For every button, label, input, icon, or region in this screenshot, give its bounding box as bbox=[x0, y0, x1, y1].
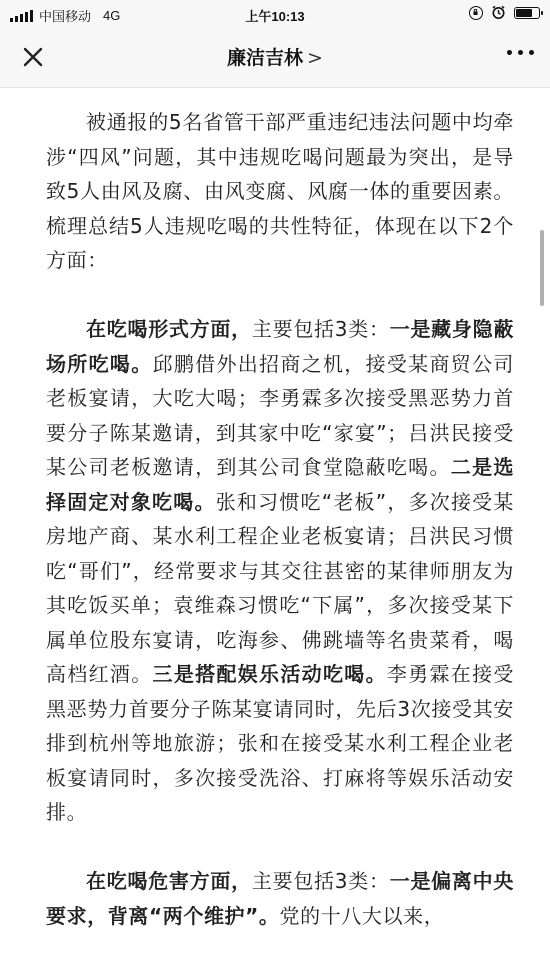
status-bar bbox=[0, 0, 550, 28]
bold-text-segment: 一是偏离中央要求，背离“两个维护”。 bbox=[46, 869, 514, 928]
text-segment: 邱鹏借外出招商之机，接受某商贸公司老板宴请，大吃大喝；李勇霖多次接受黑恶势力首要分子陈某邀请，到其家中吃“家宴”；吕洪民接受某公司老板邀请，到其公司食堂隐蔽吃喝。 bbox=[46, 351, 515, 479]
article-content[interactable] bbox=[0, 88, 550, 978]
text-segment: 李勇霖在接受黑恶势力首要分子陈某宴请同时，先后3次接受其安排到杭州等地旅游；张和在接受某水利工程企业老板宴请同时，多次接受洗浴、打麻将等娱乐活动安排。 bbox=[46, 662, 514, 824]
bold-text-segment: 三是搭配娱乐活动吃喝。 bbox=[152, 662, 387, 686]
bold-text-segment: 在吃喝危害方面， bbox=[86, 869, 252, 893]
article-paragraph bbox=[46, 312, 514, 830]
article-paragraph bbox=[46, 105, 514, 278]
battery-fill bbox=[516, 9, 532, 17]
network-label: 4G bbox=[103, 8, 121, 23]
scroll-indicator[interactable] bbox=[540, 230, 544, 306]
bold-text-segment: 二是选择固定对象吃喝。 bbox=[46, 455, 514, 514]
article-body bbox=[46, 105, 514, 968]
account-title: 廉洁吉林 bbox=[227, 47, 304, 69]
chevron-right-icon: > bbox=[307, 47, 323, 69]
carrier-label: 中国移动 bbox=[39, 9, 92, 24]
text-segment: 被通报的5名省管干部严重违纪违法问题中均牵涉“四风”问题，其中违规吃喝问题最为突出，是导致5人由风及腐、由风变腐、风腐一体的重要因素。梳理总结5人违规吃喝的共性特征，体现在以下2个方面： bbox=[46, 110, 514, 272]
status-time: 上午10:13 bbox=[245, 9, 305, 24]
account-title-link[interactable] bbox=[0, 43, 550, 70]
battery-icon bbox=[514, 7, 540, 19]
more-icon bbox=[507, 50, 512, 55]
bold-text-segment: 在吃喝形式方面， bbox=[86, 317, 252, 341]
alarm-icon bbox=[491, 5, 506, 20]
text-segment: 党的十八大以来， bbox=[279, 903, 445, 928]
text-segment: 主要包括3类： bbox=[251, 869, 390, 893]
text-segment: 主要包括3类： bbox=[251, 317, 390, 341]
more-button[interactable] bbox=[507, 50, 534, 55]
text-segment: 张和习惯吃“老板”，多次接受某房地产商、某水利工程企业老板宴请；吕洪民习惯吃“哥们”，经常要求与其交往甚密的某律师朋友为其吃饭买单；袁维森习惯吃“下属”，多次接受某下属单位股东宴请，吃海参、佛跳墙等名贵菜肴，喝高档红酒。 bbox=[46, 489, 514, 686]
status-right bbox=[469, 5, 540, 20]
article-paragraph bbox=[46, 864, 514, 933]
nav-bar bbox=[0, 28, 550, 88]
orientation-lock-icon bbox=[469, 6, 483, 20]
bold-text-segment: 一是藏身隐蔽场所吃喝。 bbox=[46, 317, 514, 376]
